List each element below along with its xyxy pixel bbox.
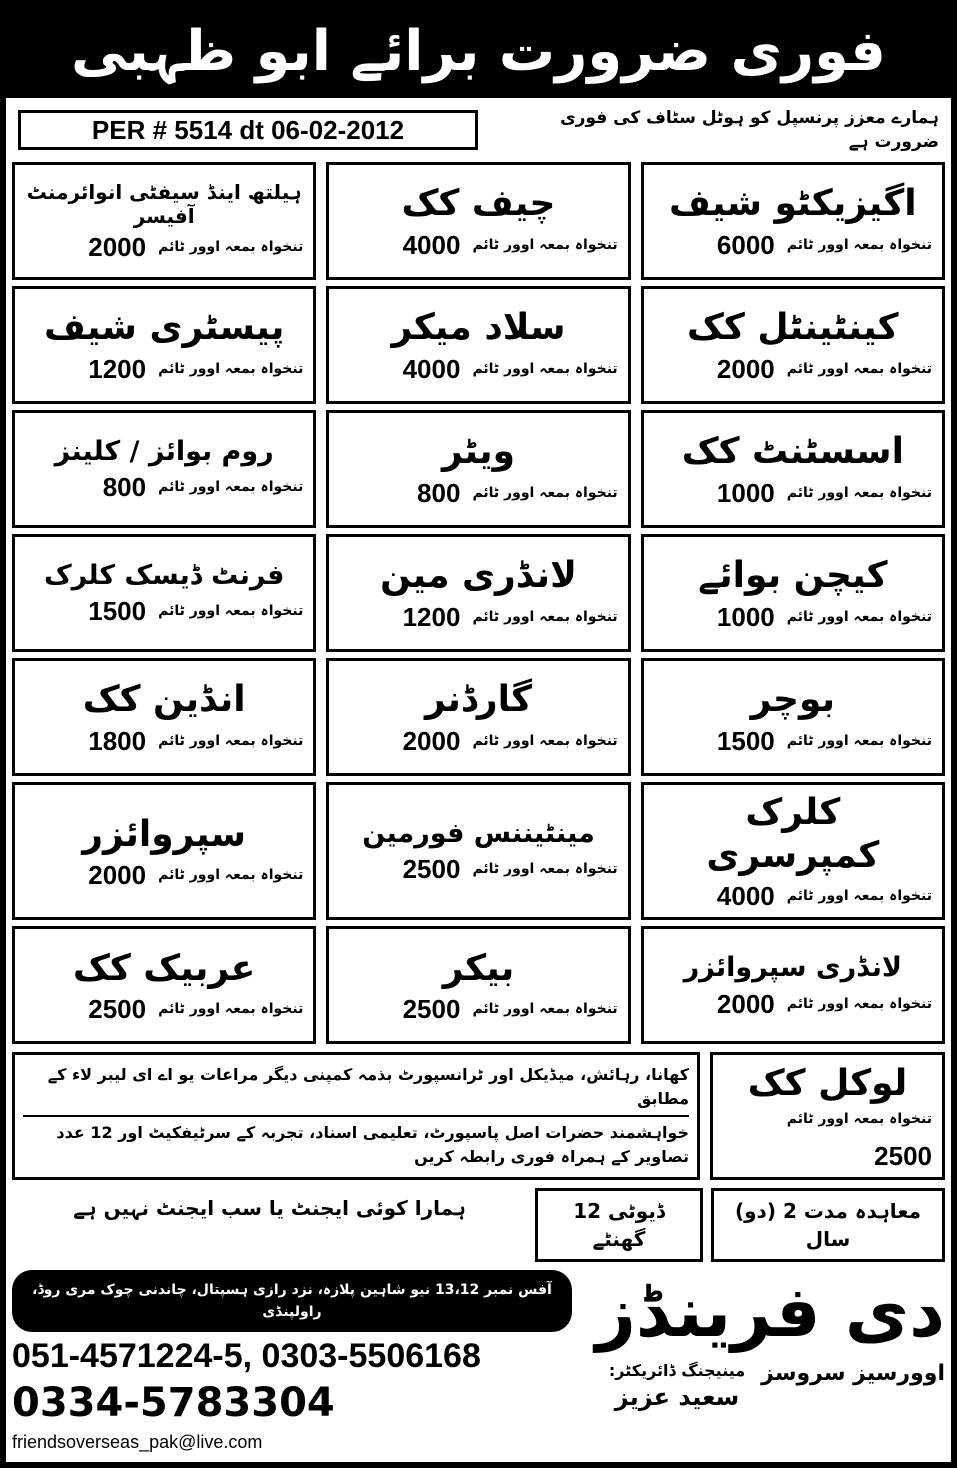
salary-amount: 2500 (402, 993, 461, 1024)
job-title: کلرک کمپرسری (706, 792, 880, 877)
salary-label: تنخواہ بمعہ اوور ٹائم (472, 360, 618, 377)
job-title: روم بوائز / کلینز (54, 435, 274, 467)
salary-amount: 2000 (88, 859, 147, 890)
job-title: گارڈنر (424, 679, 533, 721)
salary-amount: 4000 (402, 353, 461, 384)
intro-text: ہمارے معزز پرنسپل کو ہوٹل سٹاف کی فوری ضرورت ہے (560, 108, 939, 152)
salary-amount: 1000 (716, 601, 775, 632)
per-number: PER # 5514 dt 06-02-2012 (18, 110, 478, 150)
job-title: پیسٹری شیف (43, 307, 285, 349)
job-title: لانڈری مین (380, 555, 577, 597)
salary-amount: 1500 (716, 725, 775, 756)
job-card (326, 534, 630, 652)
job-title: بیکر (442, 947, 515, 989)
md-name: سعید عزیز (614, 1383, 740, 1412)
mobile-number: 0334-5783304 (12, 1380, 335, 1427)
salary-label: تنخواہ بمعہ اوور ٹائم (472, 861, 618, 878)
salary-label: تنخواہ بمعہ اوور ٹائم (472, 732, 618, 749)
salary-amount: 2000 (716, 988, 775, 1019)
job-title: سلاد میکر (391, 307, 566, 349)
job-title: بوچر (750, 679, 836, 721)
salary-label: تنخواہ بمعہ اوور ٹائم (158, 866, 304, 883)
salary-label: تنخواہ بمعہ اوور ٹائم (786, 888, 932, 905)
job-card (326, 286, 630, 404)
salary-amount: 2500 (874, 1140, 932, 1171)
job-card (12, 926, 316, 1044)
salary-label: تنخواہ بمعہ اوور ٹائم (786, 1110, 932, 1127)
job-advertisement (6, 6, 951, 1462)
job-card (326, 926, 630, 1044)
company-brand (584, 1270, 945, 1412)
salary-label: تنخواہ بمعہ اوور ٹائم (786, 608, 932, 625)
job-title: سپروائزر (82, 813, 247, 855)
office-address: آفس نمبر 13،12 نیو شاہین پلازہ، نزد رازی ہسپتال، چاندنی چوک مری روڈ، راولپنڈی (12, 1270, 572, 1332)
job-title: چیف کک (401, 183, 556, 225)
lower-section (12, 1052, 945, 1180)
company-logo-text: دی فرینڈز (595, 1271, 945, 1354)
salary-amount: 4000 (716, 881, 775, 912)
job-title: ویٹر (442, 431, 515, 473)
salary-amount: 2500 (88, 993, 147, 1024)
salary-amount: 6000 (716, 229, 775, 260)
salary-label: تنخواہ بمعہ اوور ٹائم (786, 995, 932, 1012)
job-card (641, 782, 945, 920)
salary-amount: 1500 (88, 596, 147, 627)
job-card (641, 286, 945, 404)
md-label: مینیجنگ ڈائریکٹر: (608, 1361, 746, 1381)
company-services: اوورسیز سروسز (761, 1361, 945, 1387)
job-card (326, 658, 630, 776)
job-card (641, 534, 945, 652)
job-card (641, 926, 945, 1044)
company-footer (12, 1270, 945, 1454)
salary-amount: 1000 (716, 477, 775, 508)
job-title: اگیزیکٹو شیف (669, 183, 917, 225)
job-card (326, 782, 630, 920)
contact-details (12, 1270, 572, 1454)
job-title: عربیک کک (72, 947, 256, 989)
salary-label: تنخواہ بمعہ اوور ٹائم (472, 484, 618, 501)
salary-label: تنخواہ بمعہ اوور ٹائم (158, 1000, 304, 1017)
job-card (12, 534, 316, 652)
job-card (12, 162, 316, 280)
job-card (12, 410, 316, 528)
duty-hours: ڈیوٹی 12 گھنٹے (535, 1188, 703, 1262)
job-title: مینٹیننس فورمین (362, 817, 595, 849)
salary-amount: 2000 (88, 232, 147, 262)
job-title: انڈین کک (82, 679, 246, 721)
job-card (326, 162, 630, 280)
salary-amount: 2000 (716, 353, 775, 384)
contract-term: معاہدہ مدت 2 (دو) سال (711, 1188, 945, 1262)
salary-amount: 1800 (88, 725, 147, 756)
job-card (641, 658, 945, 776)
job-title: لوکل کک (747, 1062, 908, 1104)
headline: فوری ضرورت برائے ابو ظہبی (6, 6, 951, 98)
jobs-grid (12, 162, 945, 1044)
salary-label: تنخواہ بمعہ اوور ٹائم (158, 732, 304, 749)
job-title: اسسٹنٹ کک (681, 431, 904, 473)
salary-label: تنخواہ بمعہ اوور ٹائم (158, 603, 304, 620)
email-address[interactable]: friendsoverseas_pak@live.com (12, 1432, 263, 1453)
salary-label: تنخواہ بمعہ اوور ٹائم (472, 1000, 618, 1017)
job-card (326, 410, 630, 528)
terms-row (12, 1188, 945, 1262)
benefits-notes (12, 1052, 700, 1180)
job-title: فرنٹ ڈیسک کلرک (43, 559, 285, 591)
salary-amount: 800 (417, 477, 461, 508)
salary-label: تنخواہ بمعہ اوور ٹائم (786, 732, 932, 749)
salary-label: تنخواہ بمعہ اوور ٹائم (786, 236, 932, 253)
salary-amount: 4000 (402, 229, 461, 260)
no-agent-notice: ہمارا کوئی ایجنٹ یا سب ایجنٹ نہیں ہے (73, 1196, 466, 1221)
job-card (12, 658, 316, 776)
salary-label: تنخواہ بمعہ اوور ٹائم (472, 608, 618, 625)
job-title: کینٹینٹل کک (687, 307, 899, 349)
salary-label: تنخواہ بمعہ اوور ٹائم (472, 236, 618, 253)
salary-amount: 2500 (402, 854, 461, 885)
salary-amount: 1200 (402, 601, 461, 632)
job-card (12, 286, 316, 404)
job-card (641, 162, 945, 280)
salary-label: تنخواہ بمعہ اوور ٹائم (158, 479, 304, 496)
job-title: لانڈری سپروائزر (683, 952, 903, 984)
salary-amount: 800 (102, 472, 147, 503)
salary-label: تنخواہ بمعہ اوور ٹائم (786, 360, 932, 377)
job-card-local-cook (710, 1052, 945, 1180)
benefits-note: کھانا، رہائش، میڈیکل اور ٹرانسپورٹ بذمہ کمپنی دیگر مراعات یو اے ای لیبر لاء کے مطابق (23, 1059, 689, 1117)
phone-numbers: 051-4571224-5, 0303-5506168 (12, 1337, 481, 1376)
job-card (641, 410, 945, 528)
job-title: کیچن بوائے (698, 555, 888, 597)
salary-label: تنخواہ بمعہ اوور ٹائم (158, 360, 304, 377)
salary-amount: 2000 (402, 725, 461, 756)
reference-row (6, 106, 951, 154)
job-title: ہیلتھ اینڈ سیفٹی انوائرمنٹ آفیسر (26, 180, 302, 228)
salary-label: تنخواہ بمعہ اوور ٹائم (158, 239, 304, 255)
salary-amount: 1200 (88, 353, 147, 384)
managing-director (609, 1360, 745, 1412)
salary-label: تنخواہ بمعہ اوور ٹائم (786, 484, 932, 501)
application-note: خواہشمند حضرات اصل پاسپورٹ، تعلیمی اسناد، تجربہ کے سرٹیفکیٹ اور 12 عدد تصاویر کے ہمراہ فوری رابطہ کریں (56, 1123, 689, 1167)
job-card (12, 782, 316, 920)
